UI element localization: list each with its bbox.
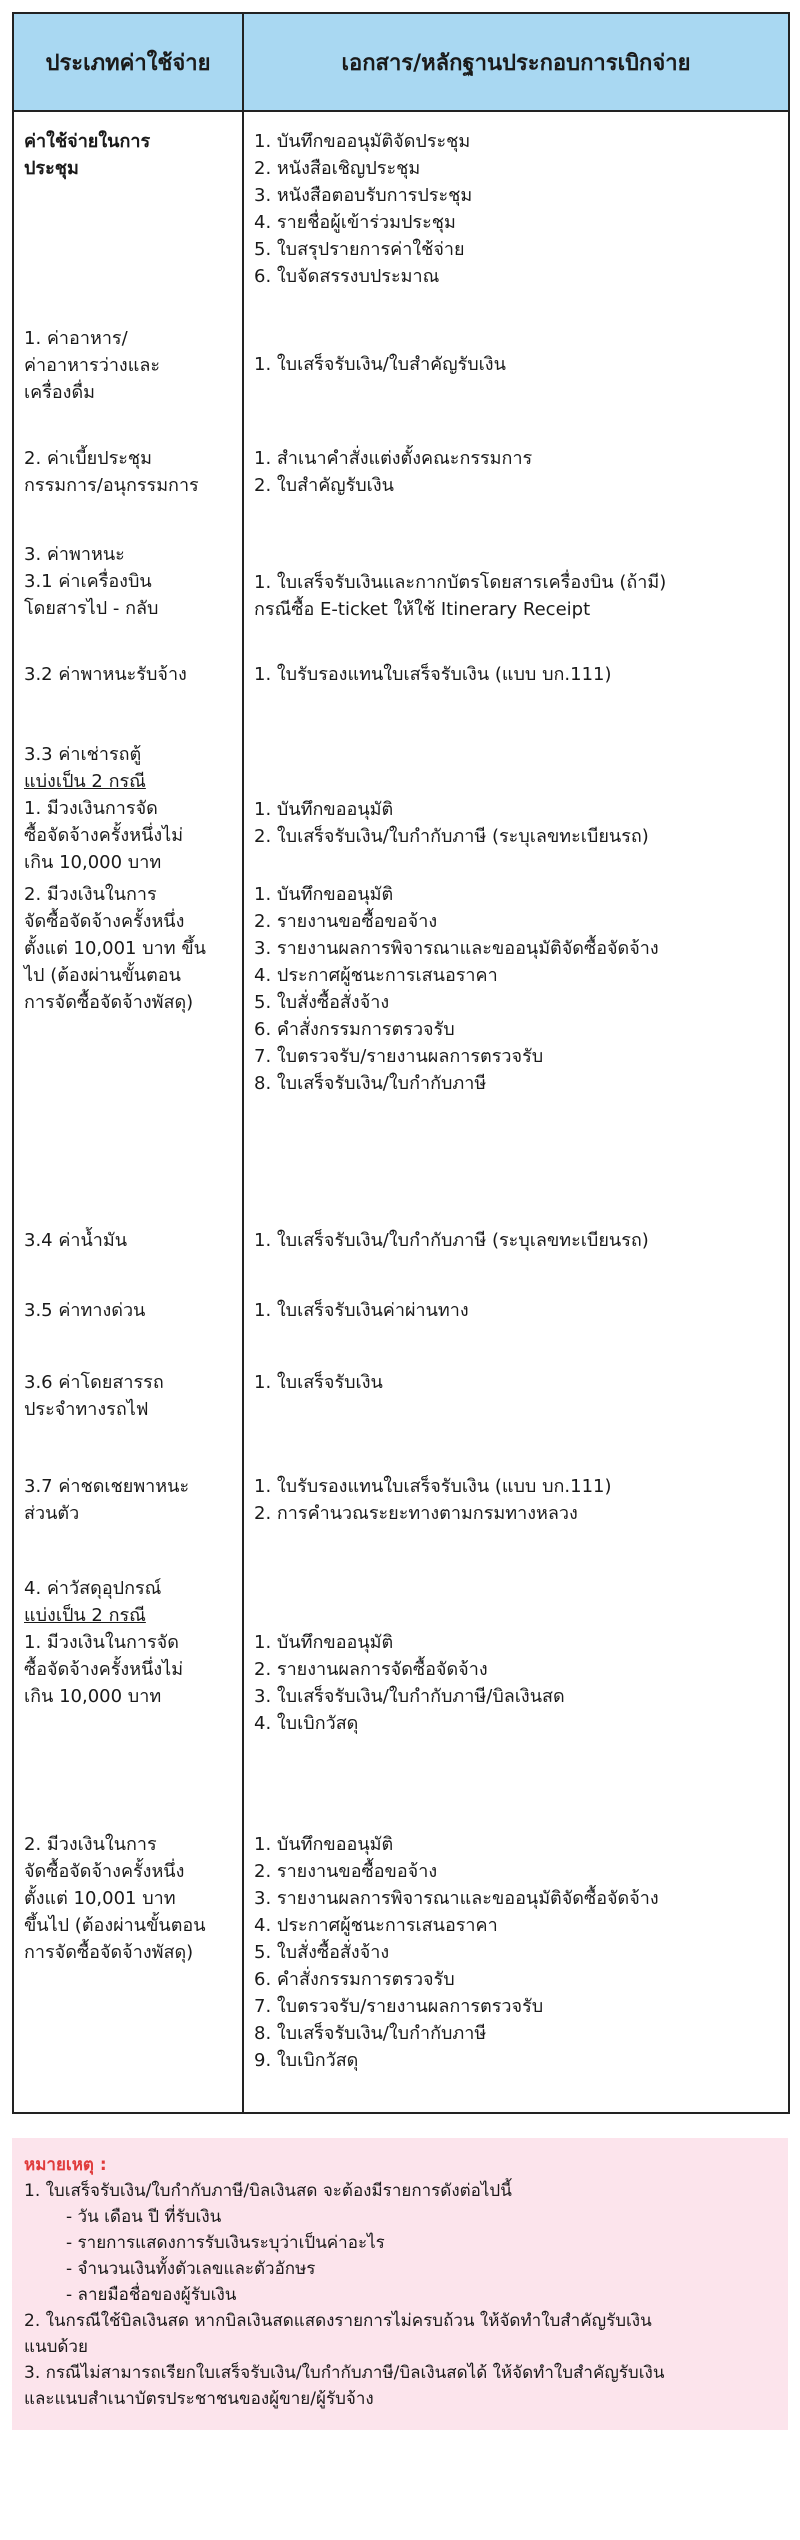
list-item: 4. ประกาศผู้ชนะการเสนอราคา [254,965,498,986]
list-item: 6. คำสั่งกรรมการตรวจรับ [254,1969,455,1990]
note-subitem: - ลายมือชื่อของผู้รับเงิน [66,2285,237,2305]
list-item: 3. หนังสือตอบรับการประชุม [254,185,473,206]
category-sublabel: แบ่งเป็น 2 กรณี [24,1605,146,1626]
category-label: 2. มีวงเงินในการ จัดซื้อจัดจ้างครั้งหนึ่ง ตั้งแต่ 10,001 บาท ขึ้น ไป (ต้องผ่านขั้นตอน การจัดซื้อจัดจ้างพัสดุ) [24,884,206,1013]
list-item: 1. บันทึกขออนุมัติจัดประชุม [254,131,471,152]
list-item: 1. สำเนาคำสั่งแต่งตั้งคณะกรรมการ [254,448,533,469]
category-label: 3.3 ค่าเช่ารถตู้ [24,744,142,765]
list-item: 7. ใบตรวจรับ/รายงานผลการตรวจรับ [254,1046,544,1067]
list-item: 5. ใบสั่งซื้อสั่งจ้าง [254,1942,390,1963]
table-row [13,311,789,425]
document-list [254,1369,778,1396]
category-label: 1. ค่าอาหาร/ ค่าอาหารว่างและ เครื่องดื่ม [24,328,161,403]
table-header-row [13,13,789,111]
list-item: 6. ใบจัดสรรงบประมาณ [254,266,440,287]
list-item: 2. ใบสำคัญรับเงิน [254,475,394,496]
document-list [254,1473,778,1527]
list-item: 1. บันทึกขออนุมัติ [254,1834,394,1855]
category-label: ค่าใช้จ่ายในการ ประชุม [24,131,151,179]
list-item: 2. รายงานขอซื้อขอจ้าง [254,911,438,932]
category-case: 1. มีวงเงินการจัด ซื้อจัดจ้างครั้งหนึ่งไม่ เกิน 10,000 บาท [24,798,184,873]
document-list [254,128,778,290]
category-label: 2. ค่าเบี้ยประชุม กรรมการ/อนุกรรมการ [24,448,199,496]
category-label: 3.2 ค่าพาหนะรับจ้าง [24,664,187,685]
category-sublabel: แบ่งเป็น 2 กรณี [24,771,146,792]
list-item: 1. ใบเสร็จรับเงิน/ใบกำกับภาษี (ระบุเลขทะเบียนรถ) [254,1230,649,1251]
document-list [254,661,778,688]
list-item: 8. ใบเสร็จรับเงิน/ใบกำกับภาษี [254,1073,487,1094]
table-row [13,1555,789,1817]
category-label: 3. ค่าพาหนะ 3.1 ค่าเครื่องบิน โดยสารไป - กลับ [24,544,159,619]
list-item: 2. ใบเสร็จรับเงิน/ใบกำกับภาษี (ระบุเลขทะเบียนรถ) [254,826,649,847]
table-row [13,1363,789,1455]
category-label: 4. ค่าวัสดุอุปกรณ์ [24,1578,162,1599]
note-subitem: - จำนวนเงินทั้งตัวเลขและตัวอักษร [66,2259,316,2279]
category-label: 3.6 ค่าโดยสารรถ ประจำทางรถไฟ [24,1372,164,1420]
notes-box [12,2138,788,2430]
list-item: 2. หนังสือเชิญประชุม [254,158,421,179]
list-item: 1. ใบเสร็จรับเงิน [254,1372,383,1393]
table-row [13,425,789,511]
list-item: 1. บันทึกขออนุมัติ [254,884,394,905]
list-item: 4. ประกาศผู้ชนะการเสนอราคา [254,1915,498,1936]
document-list [254,351,778,378]
list-item: 1. บันทึกขออนุมัติ [254,799,394,820]
table-row [13,111,789,311]
list-item: 2. การคำนวณระยะทางตามกรมทางหลวง [254,1503,578,1524]
table-row [13,1817,789,2113]
list-item: 9. ใบเบิกวัสดุ [254,2050,359,2071]
list-item: 1. ใบรับรองแทนใบเสร็จรับเงิน (แบบ บก.111) [254,1476,612,1497]
document-list [254,445,778,499]
notes-title: หมายเหตุ : [24,2155,107,2175]
document-list [254,881,778,1097]
list-item: 8. ใบเสร็จรับเงิน/ใบกำกับภาษี [254,2023,487,2044]
list-item: 3. รายงานผลการพิจารณาและขออนุมัติจัดซื้อจัดจ้าง [254,938,659,959]
list-item: 1. บันทึกขออนุมัติ [254,1632,394,1653]
table-row [13,511,789,641]
note-item: 3. กรณีไม่สามารถเรียกใบเสร็จรับเงิน/ใบกำกับภาษี/บิลเงินสดได้ ให้จัดทำใบสำคัญรับเงิน และแนบสำเนาบัตรประชาชนของผู้ขาย/ผู้รับจ้าง [24,2363,665,2409]
list-item: 2. รายงานผลการจัดซื้อจัดจ้าง [254,1659,488,1680]
list-item: 5. ใบสรุปรายการค่าใช้จ่าย [254,239,465,260]
document-list [254,1831,778,2074]
note-subitem: - รายการแสดงการรับเงินระบุว่าเป็นค่าอะไร [66,2233,385,2253]
category-case: 1. มีวงเงินในการจัด ซื้อจัดจ้างครั้งหนึ่งไม่ เกิน 10,000 บาท [24,1632,184,1707]
list-item: 1. ใบเสร็จรับเงิน/ใบสำคัญรับเงิน [254,354,506,375]
header-expense-type: ประเภทค่าใช้จ่าย [13,13,243,111]
table-row [13,711,789,877]
list-item: 3. รายงานผลการพิจารณาและขออนุมัติจัดซื้อจัดจ้าง [254,1888,659,1909]
category-label: 2. มีวงเงินในการ จัดซื้อจัดจ้างครั้งหนึ่ง ตั้งแต่ 10,001 บาท ขึ้นไป (ต้องผ่านขั้นตอน การจัดซื้อจัดจ้างพัสดุ) [24,1834,206,1963]
document-list [254,1227,778,1254]
document [12,12,788,2430]
list-item: 4. ใบเบิกวัสดุ [254,1713,359,1734]
table-row [13,1291,789,1363]
list-item: 6. คำสั่งกรรมการตรวจรับ [254,1019,455,1040]
header-documents: เอกสาร/หลักฐานประกอบการเบิกจ่าย [243,13,789,111]
table-row [13,641,789,711]
list-item: 5. ใบสั่งซื้อสั่งจ้าง [254,992,390,1013]
document-list [254,796,778,850]
category-label: 3.4 ค่าน้ำมัน [24,1230,128,1251]
list-item: 4. รายชื่อผู้เข้าร่วมประชุม [254,212,456,233]
list-item: 1. ใบรับรองแทนใบเสร็จรับเงิน (แบบ บก.111) [254,664,612,685]
document-list [254,1629,778,1737]
list-item: 1. ใบเสร็จรับเงินค่าผ่านทาง [254,1300,469,1321]
list-item: 2. รายงานขอซื้อขอจ้าง [254,1861,438,1882]
category-label: 3.5 ค่าทางด่วน [24,1300,146,1321]
list-item: 1. ใบเสร็จรับเงินและกากบัตรโดยสารเครื่องบิน (ถ้ามี) กรณีซื้อ E-ticket ให้ใช้ Itinerary Receipt [254,572,667,620]
list-item: 7. ใบตรวจรับ/รายงานผลการตรวจรับ [254,1996,544,2017]
list-item: 3. ใบเสร็จรับเงิน/ใบกำกับภาษี/บิลเงินสด [254,1686,565,1707]
category-label: 3.7 ค่าชดเชยพาหนะ ส่วนตัว [24,1476,190,1524]
table-row [13,1455,789,1555]
expense-table [12,12,790,2114]
table-row [13,1221,789,1291]
document-list [254,1297,778,1324]
table-row [13,877,789,1221]
note-item: 1. ใบเสร็จรับเงิน/ใบกำกับภาษี/บิลเงินสด จะต้องมีรายการดังต่อไปนี้ [24,2181,512,2201]
document-list [254,569,778,623]
note-subitem: - วัน เดือน ปี ที่รับเงิน [66,2207,222,2227]
note-item: 2. ในกรณีใช้บิลเงินสด หากบิลเงินสดแสดงรายการไม่ครบถ้วน ให้จัดทำใบสำคัญรับเงิน แนบด้วย [24,2311,652,2357]
